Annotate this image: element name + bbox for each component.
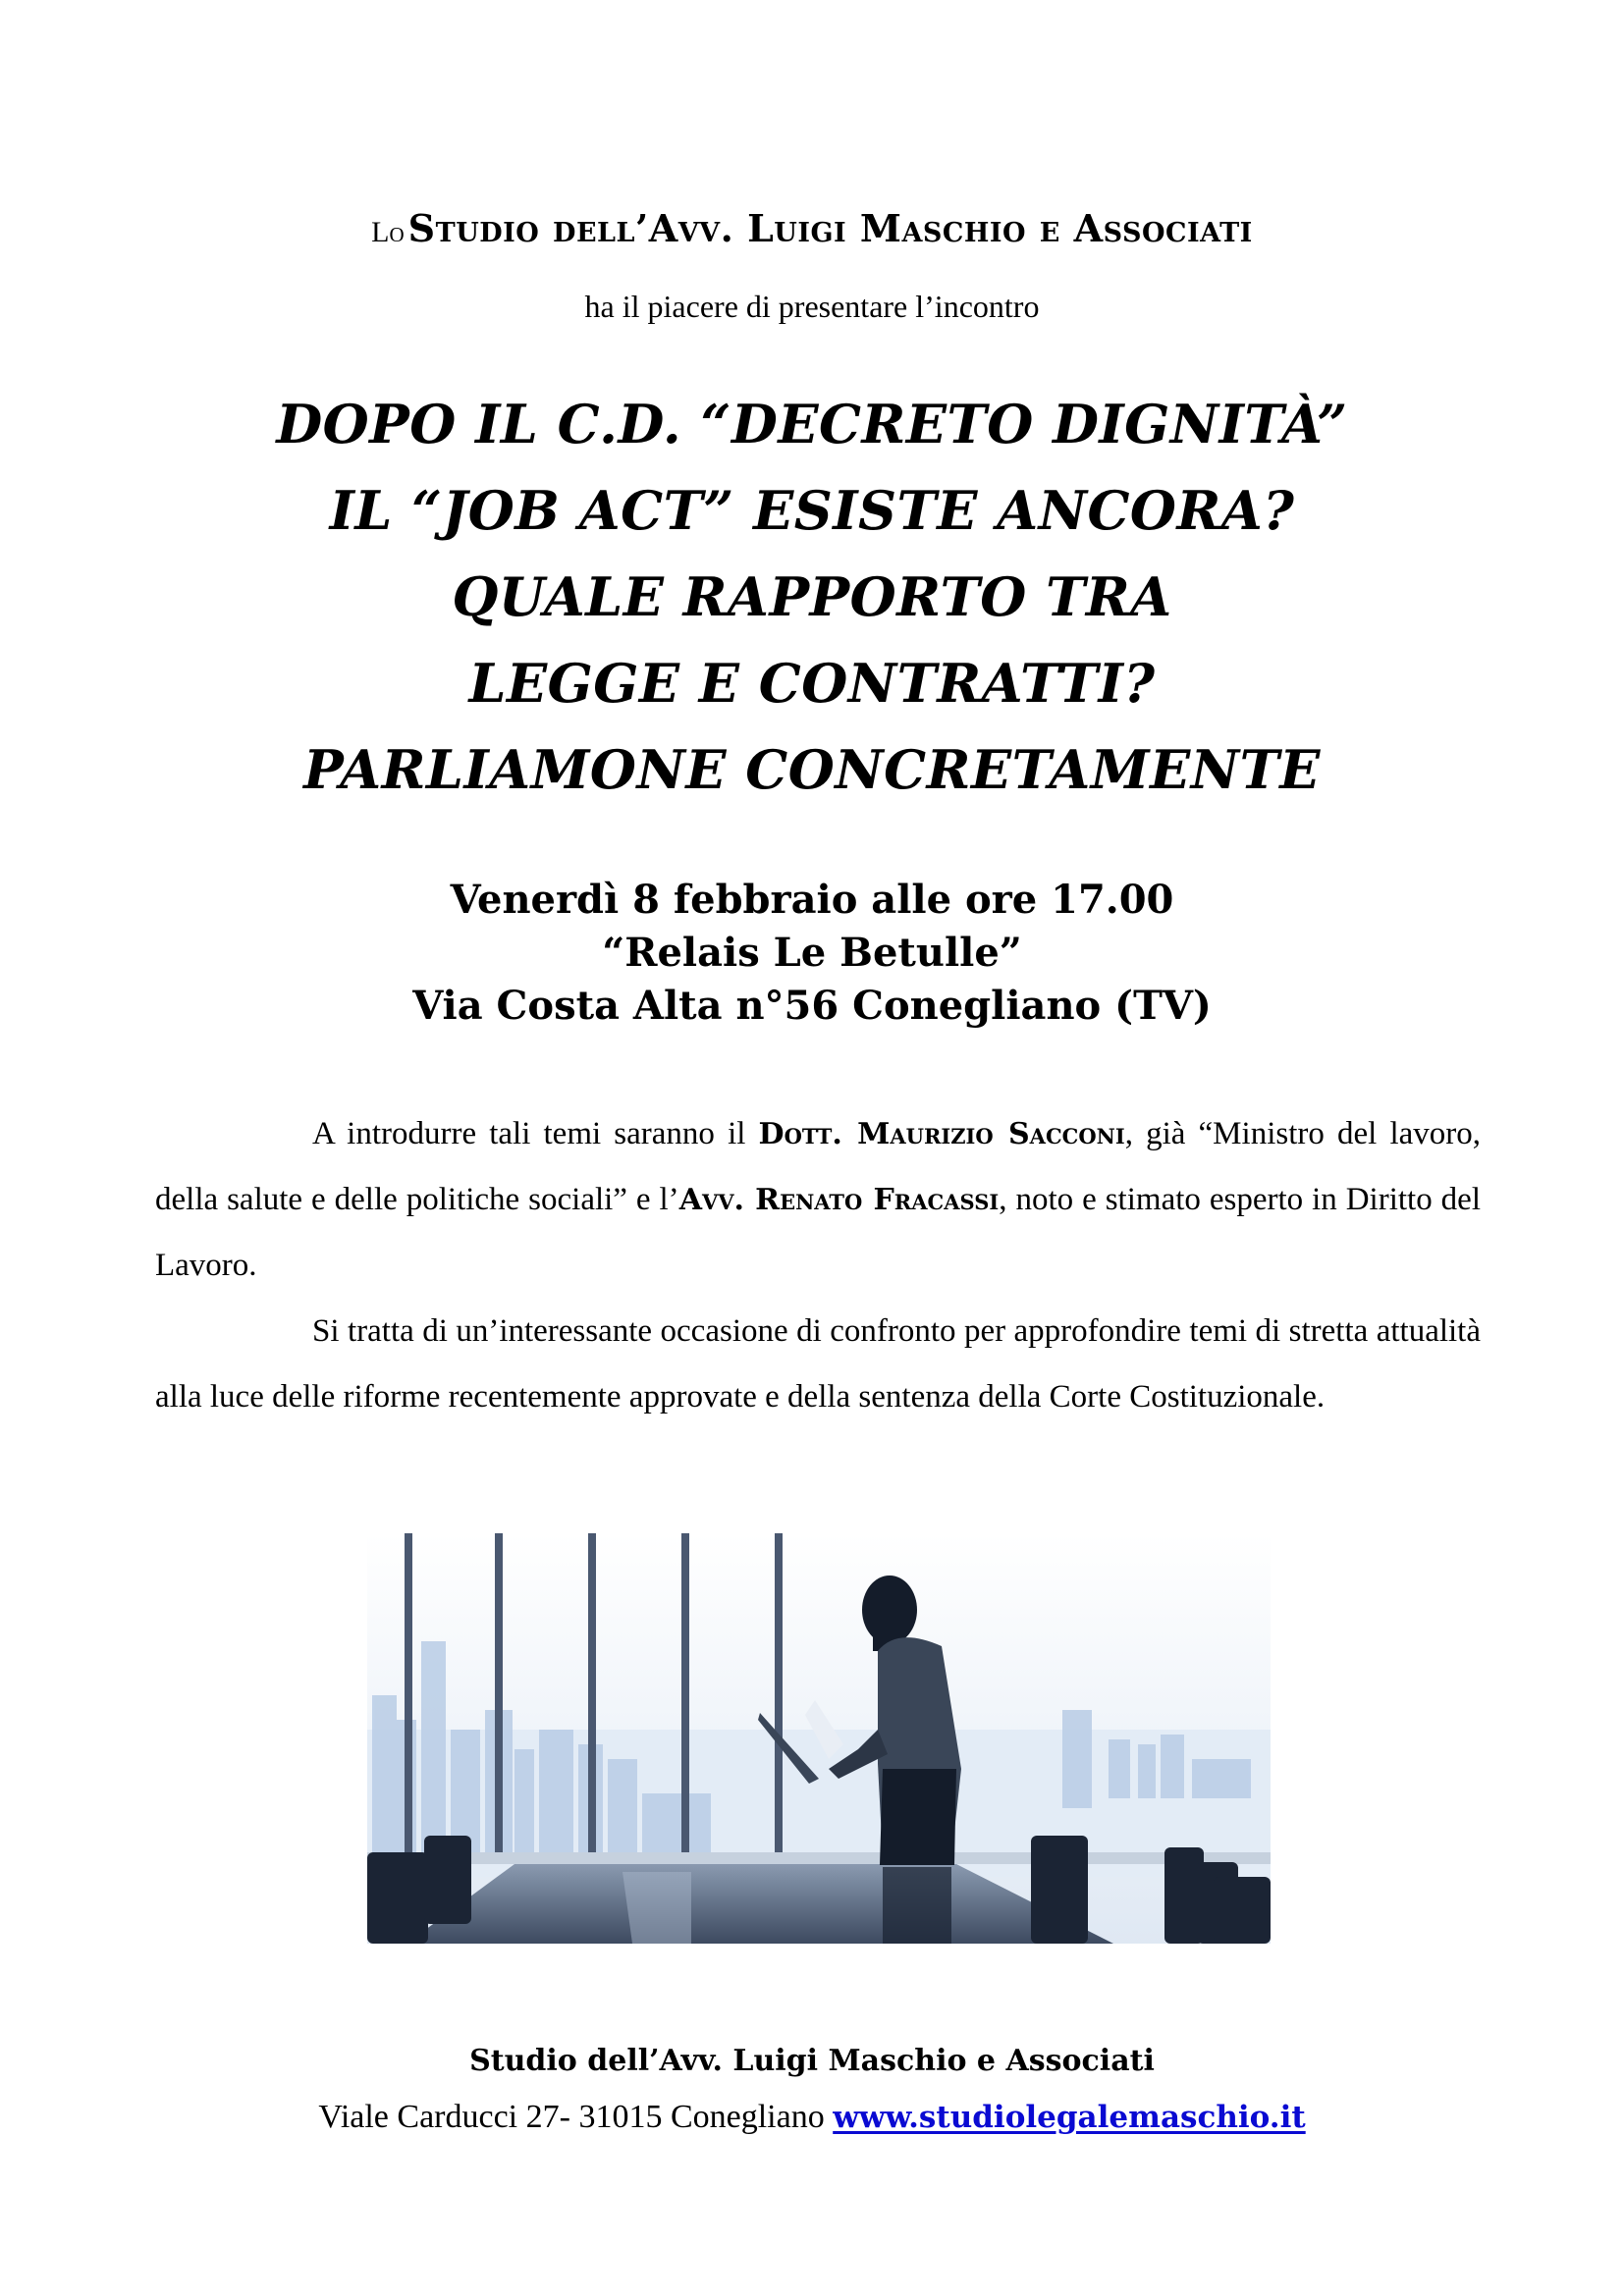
- intro-paragraph: [155, 1101, 1481, 1299]
- event-title: [0, 381, 1624, 813]
- title-line: DOPO IL C.D. “DECRETO DIGNITÀ”: [276, 393, 1348, 455]
- subtitle: ha il piacere di presentare l’incontro: [584, 289, 1040, 324]
- event-details: [0, 874, 1624, 1033]
- header-line: [0, 206, 1624, 250]
- event-venue: “Relais Le Betulle”: [602, 930, 1022, 976]
- speaker-sacconi: Dott. Maurizio Sacconi: [758, 1117, 1125, 1151]
- description-paragraph: Si tratta di un’interessante occasione di confronto per approfondire temi di stretta attualità alla luce delle riforme recentemente approvate e della sentenza della Corte Costituzionale.: [155, 1313, 1481, 1415]
- title-line: LEGGE E CONTRATTI?: [468, 652, 1156, 715]
- header-prefix: Lo: [371, 216, 405, 248]
- website-link[interactable]: www.studiolegalemaschio.it: [833, 2100, 1306, 2135]
- footer-address-line: [0, 2099, 1624, 2136]
- intro-text: A introdurre tali temi saranno il: [312, 1116, 759, 1151]
- intro-text: , già “Ministro del lavoro, della salute e delle politiche sociali” e l’: [155, 1116, 1482, 1217]
- firm-name: Studio dell’Avv. Luigi Maschio e Associati: [407, 206, 1253, 250]
- intro-text: , noto e stimato esperto in Diritto del Lavoro.: [155, 1182, 1481, 1283]
- event-date-time: Venerdì 8 febbraio alle ore 17.00: [450, 877, 1174, 923]
- title-line: PARLIAMONE CONCRETAMENTE: [303, 738, 1321, 801]
- conference-room-photo: [367, 1533, 1271, 1944]
- title-line: QUALE RAPPORTO TRA: [452, 565, 1172, 628]
- footer-firm-name: Studio dell’Avv. Luigi Maschio e Associati: [469, 2044, 1155, 2078]
- title-line: IL “JOB ACT” ESISTE ANCORA?: [329, 479, 1295, 542]
- footer-address: Viale Carducci 27- 31015 Conegliano: [318, 2099, 834, 2135]
- body-text: [155, 1101, 1481, 1430]
- speaker-fracassi: Avv. Renato Fracassi: [678, 1183, 1000, 1217]
- event-address: Via Costa Alta n°56 Conegliano (TV): [412, 983, 1212, 1029]
